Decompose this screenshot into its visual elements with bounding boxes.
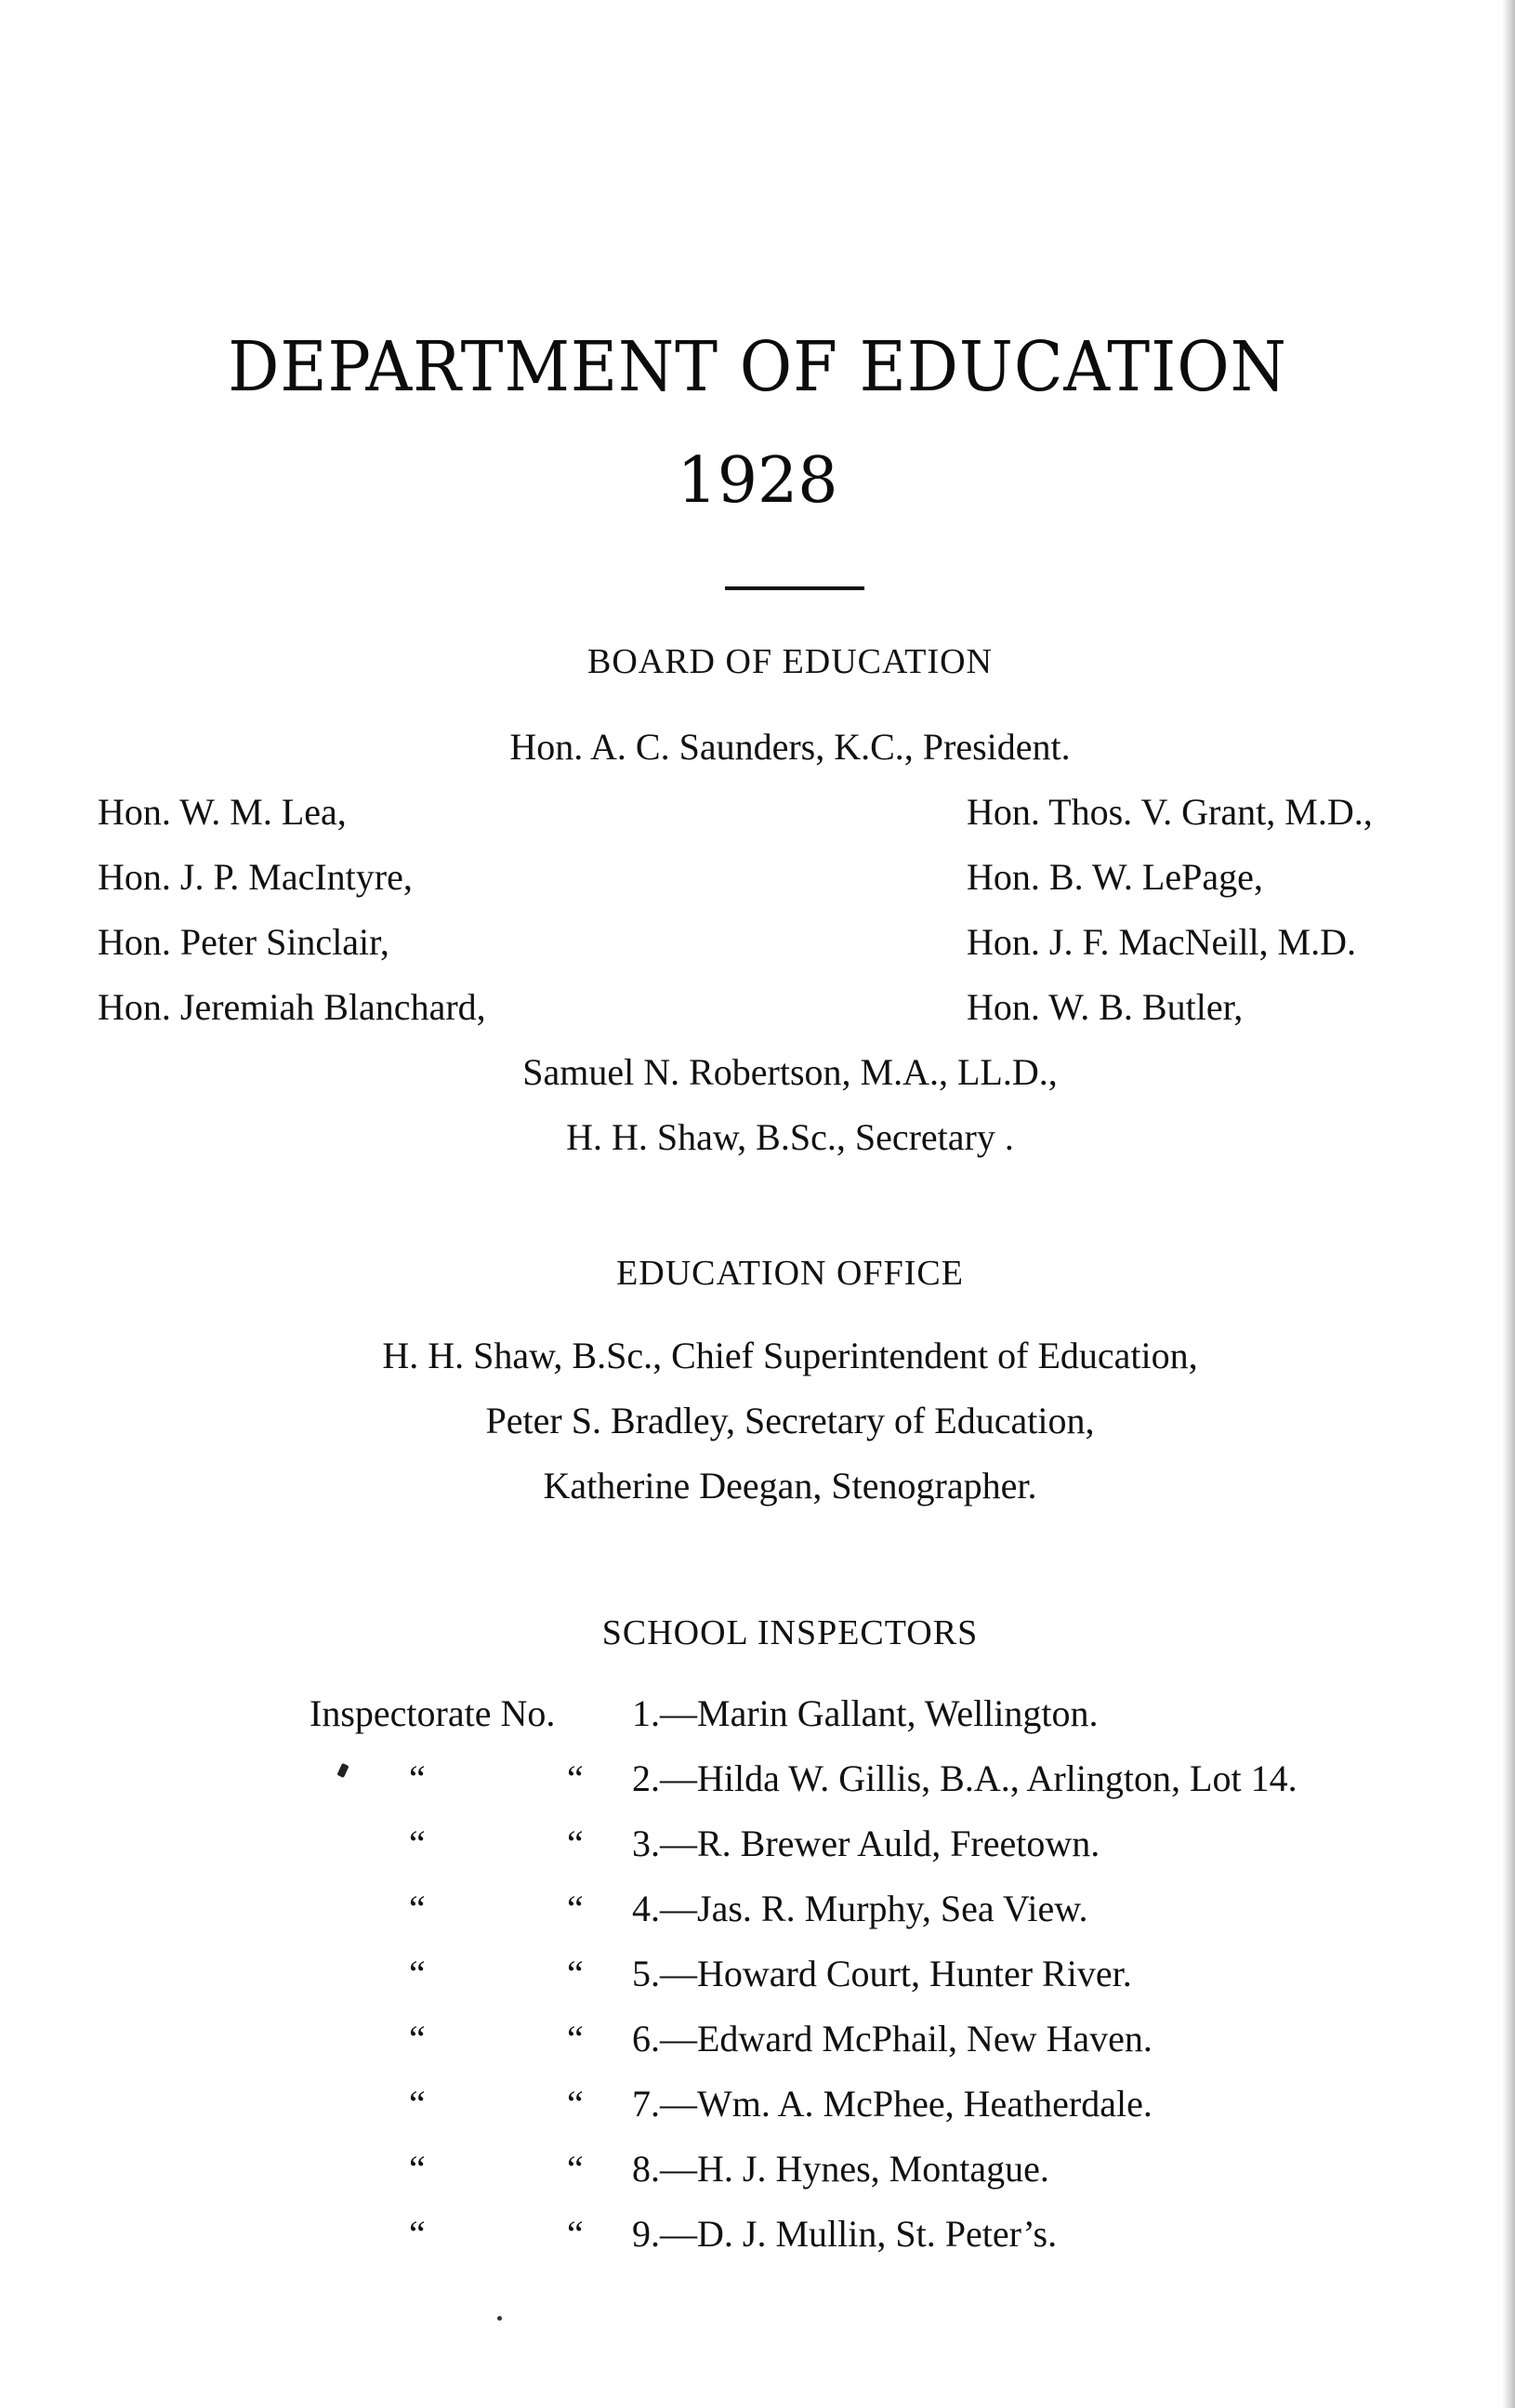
inspector-entry: 3.—R. Brewer Auld, Freetown. <box>632 1822 1100 1864</box>
ditto-mark: “ <box>567 2018 584 2059</box>
inspector-entry: 9.—D. J. Mullin, St. Peter’s. <box>632 2213 1058 2255</box>
board-secretary: H. H. Shaw, B.Sc., Secretary . <box>566 1116 1014 1158</box>
office-heading: EDUCATION OFFICE <box>616 1254 964 1293</box>
ditto-mark: “ <box>409 1888 426 1929</box>
stray-dot <box>497 2316 502 2321</box>
inspector-row <box>0 1822 1515 1868</box>
ditto-mark: “ <box>409 2148 426 2190</box>
title-divider <box>725 586 864 590</box>
inspector-row <box>0 1887 1515 1933</box>
office-staff-member: Peter S. Bradley, Secretary of Education, <box>485 1400 1095 1441</box>
board-heading: BOARD OF EDUCATION <box>586 642 994 681</box>
page-year: 1928 <box>677 444 838 518</box>
inspectors-heading: SCHOOL INSPECTORS <box>601 1613 979 1652</box>
ditto-mark: “ <box>567 2083 584 2125</box>
board-member-right: Hon. W. B. Butler, <box>967 986 1244 1028</box>
board-member-left: Hon. Jeremiah Blanchard, <box>98 986 486 1028</box>
office-staff-member: Katherine Deegan, Stenographer. <box>543 1465 1037 1507</box>
board-member-right: Hon. Thos. V. Grant, M.D., <box>967 791 1373 833</box>
ditto-mark: “ <box>409 2018 426 2059</box>
ditto-mark: “ <box>567 2213 584 2255</box>
board-member-right: Hon. J. F. MacNeill, M.D. <box>967 921 1357 963</box>
inspector-row <box>0 1757 1515 1803</box>
inspector-entry: 2.—Hilda W. Gillis, B.A., Arlington, Lot 14. <box>632 1757 1298 1799</box>
ditto-mark: “ <box>409 1757 426 1799</box>
page-title: DEPARTMENT OF EDUCATION <box>228 327 1287 407</box>
ditto-mark: “ <box>409 1822 426 1864</box>
inspector-entry: 8.—H. J. Hynes, Montague. <box>632 2148 1049 2190</box>
inspector-entry: 6.—Edward McPhail, New Haven. <box>632 2018 1153 2059</box>
inspector-row <box>0 2017 1515 2063</box>
board-president: Hon. A. C. Saunders, K.C., President. <box>509 726 1071 768</box>
board-member-right: Hon. B. W. LePage, <box>967 856 1263 898</box>
ditto-mark: “ <box>567 1888 584 1929</box>
ditto-mark: “ <box>567 1953 584 1994</box>
inspector-row <box>0 2212 1515 2258</box>
board-member-left: Hon. J. P. MacIntyre, <box>98 856 413 898</box>
inspector-entry: 5.—Howard Court, Hunter River. <box>632 1953 1132 1994</box>
board-member-left: Hon. Peter Sinclair, <box>98 921 389 963</box>
ditto-mark: “ <box>409 2083 426 2125</box>
inspector-entry: 7.—Wm. A. McPhee, Heatherdale. <box>632 2083 1153 2125</box>
inspector-entry: 4.—Jas. R. Murphy, Sea View. <box>632 1888 1088 1929</box>
office-staff-member: H. H. Shaw, B.Sc., Chief Superintendent of Education, <box>382 1335 1198 1376</box>
board-member-left: Hon. W. M. Lea, <box>98 791 347 833</box>
inspector-row <box>0 1691 1515 1738</box>
ditto-mark: “ <box>567 1822 584 1864</box>
ditto-mark: “ <box>409 1953 426 1994</box>
inspector-row <box>0 2147 1515 2193</box>
board-member-robertson: Samuel N. Robertson, M.A., LL.D., <box>522 1051 1058 1093</box>
inspector-row <box>0 1952 1515 1998</box>
ditto-mark: “ <box>409 2213 426 2255</box>
inspectorate-label: Inspectorate No. <box>310 1692 556 1734</box>
inspector-entry: 1.—Marin Gallant, Wellington. <box>632 1692 1099 1734</box>
ditto-mark: “ <box>567 1757 584 1799</box>
inspector-row <box>0 2082 1515 2128</box>
ditto-mark: “ <box>567 2148 584 2190</box>
